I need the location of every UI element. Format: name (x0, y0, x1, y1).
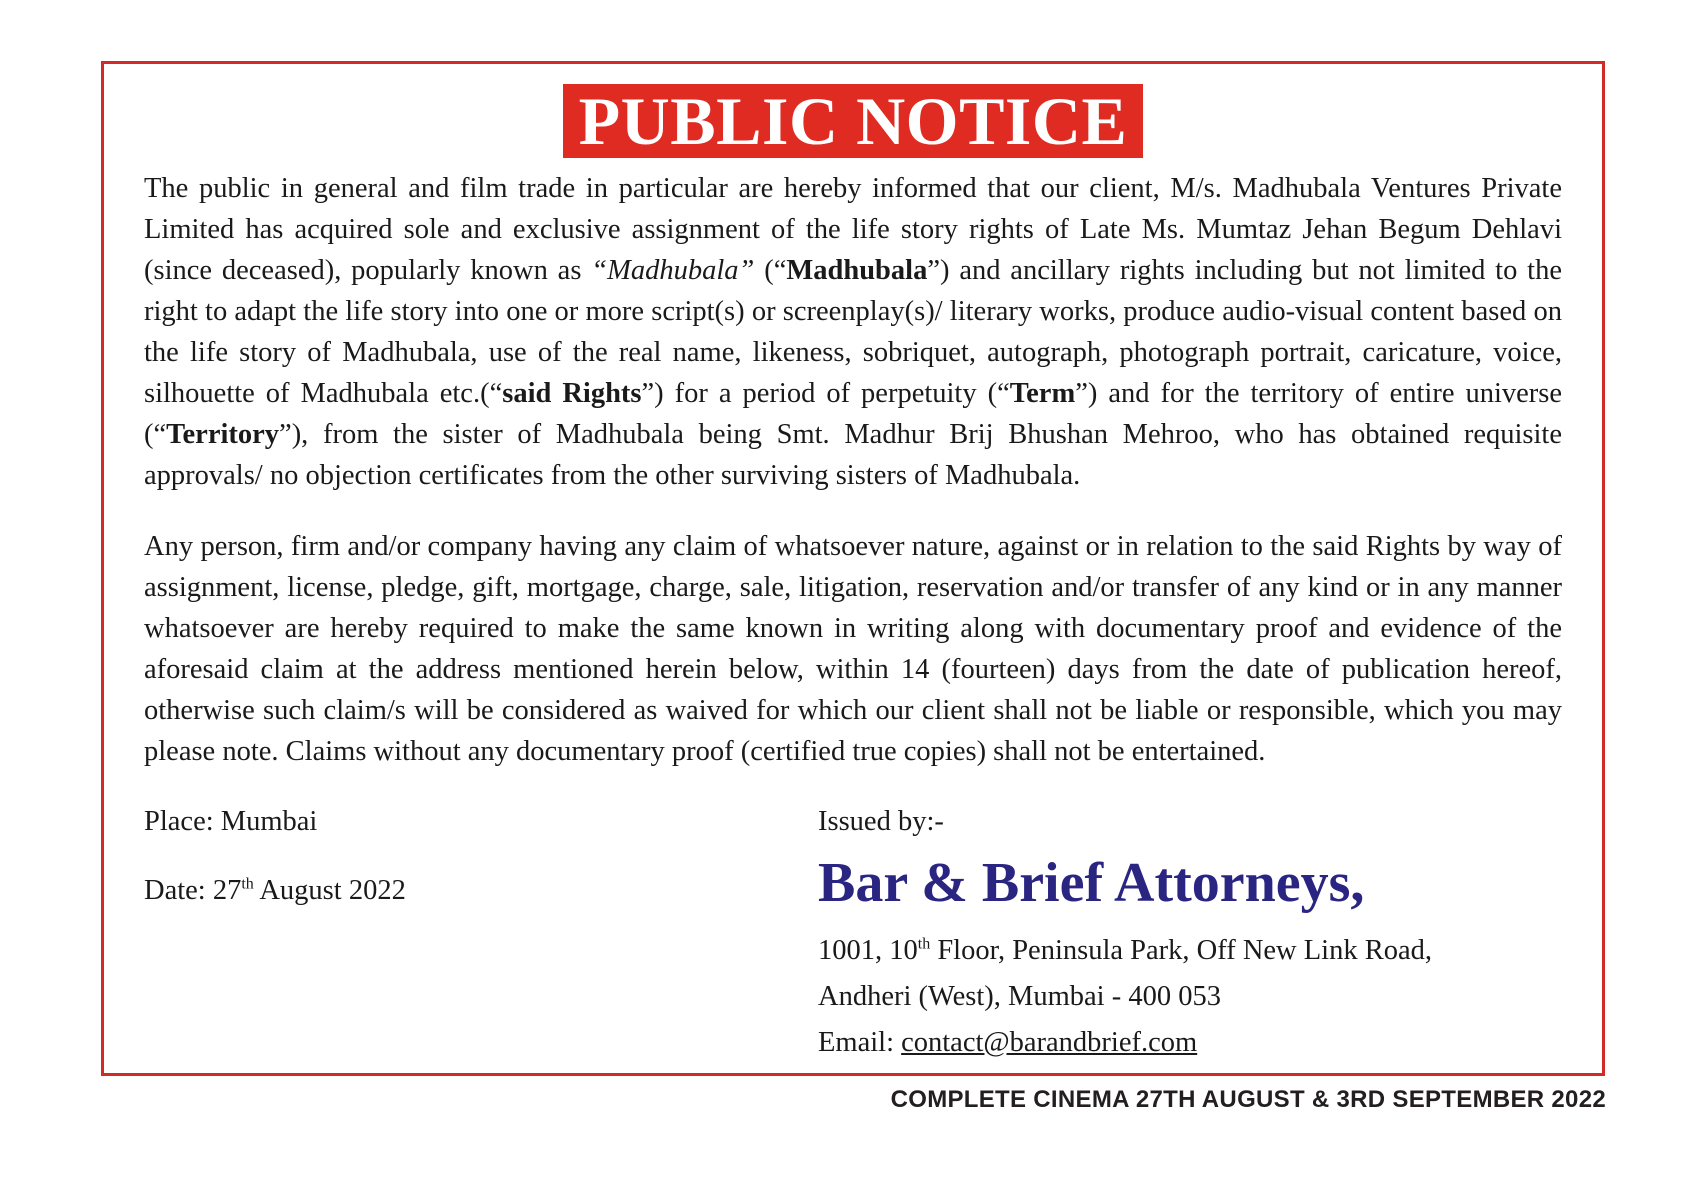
issued-by-label: Issued by:- (818, 806, 944, 837)
address-line-2: Andheri (West), Mumbai - 400 053 (818, 981, 1221, 1012)
notice-title: PUBLIC NOTICE (563, 84, 1144, 158)
date-text: Date: 27th August 2022 (144, 875, 406, 906)
issuer-block (818, 804, 1432, 1066)
publication-footer: COMPLETE CINEMA 27TH AUGUST & 3RD SEPTEMBER 2022 (890, 1086, 1606, 1113)
bold-term: Term (1009, 378, 1076, 409)
notice-frame (101, 61, 1605, 1076)
paragraph-rights: The public in general and film trade in particular are hereby informed that our client, M/s. Madhubala Ventures Private Limited has acquired sole and exclusive assignment of the life story rights of Late Ms. Mumtaz Jehan Begum Dehlavi (since deceased), popularly known as “Madhubala” (“Madhubala”) and ancillary rights including but not limited to the right to adapt the life story into one or more script(s) or screenplay(s)/ literary works, produce audio-visual content based on the life story of Madhubala, use of the real name, likeness, sobriquet, autograph, photograph portrait, caricature, voice, silhouette of Madhubala etc.(“said Rights”) for a period of perpetuity (“Term”) and for the territory of entire universe (“Territory”), from the sister of Madhubala being Smt. Madhur Brij Bhushan Mehroo, who has obtained requisite approvals/ no objection certificates from the other surviving sisters of Madhubala. (144, 173, 1563, 491)
firm-name: Bar & Brief Attorneys, (818, 852, 1365, 914)
place-date-block (144, 804, 406, 909)
notice-body (144, 168, 1562, 772)
email-link[interactable]: contact@barandbrief.com (901, 1027, 1198, 1058)
bold-territory: Territory (166, 419, 280, 450)
bold-madhubala: Madhubala (786, 255, 928, 286)
place-text: Place: Mumbai (144, 806, 318, 837)
italic-madhubala: “Madhubala” (591, 255, 755, 286)
paragraph-claims: Any person, firm and/or company having any claim of whatsoever nature, against or in relation to the said Rights by way of assignment, license, pledge, gift, mortgage, charge, sale, litigation, reservation and/or transfer of any kind or in any manner whatsoever are hereby required to make the same known in writing along with documentary proof and evidence of the aforesaid claim at the address mentioned herein below, within 14 (fourteen) days from the date of publication hereof, otherwise such claim/s will be considered as waived for which our client shall not be liable or responsible, which you may please note. Claims without any documentary proof (certified true copies) shall not be entertained. (144, 531, 1562, 767)
bold-said-rights: said Rights (502, 378, 642, 409)
email-line: Email: contact@barandbrief.com (818, 1027, 1198, 1058)
address-line-1: 1001, 10th Floor, Peninsula Park, Off New Link Road, (818, 935, 1432, 966)
